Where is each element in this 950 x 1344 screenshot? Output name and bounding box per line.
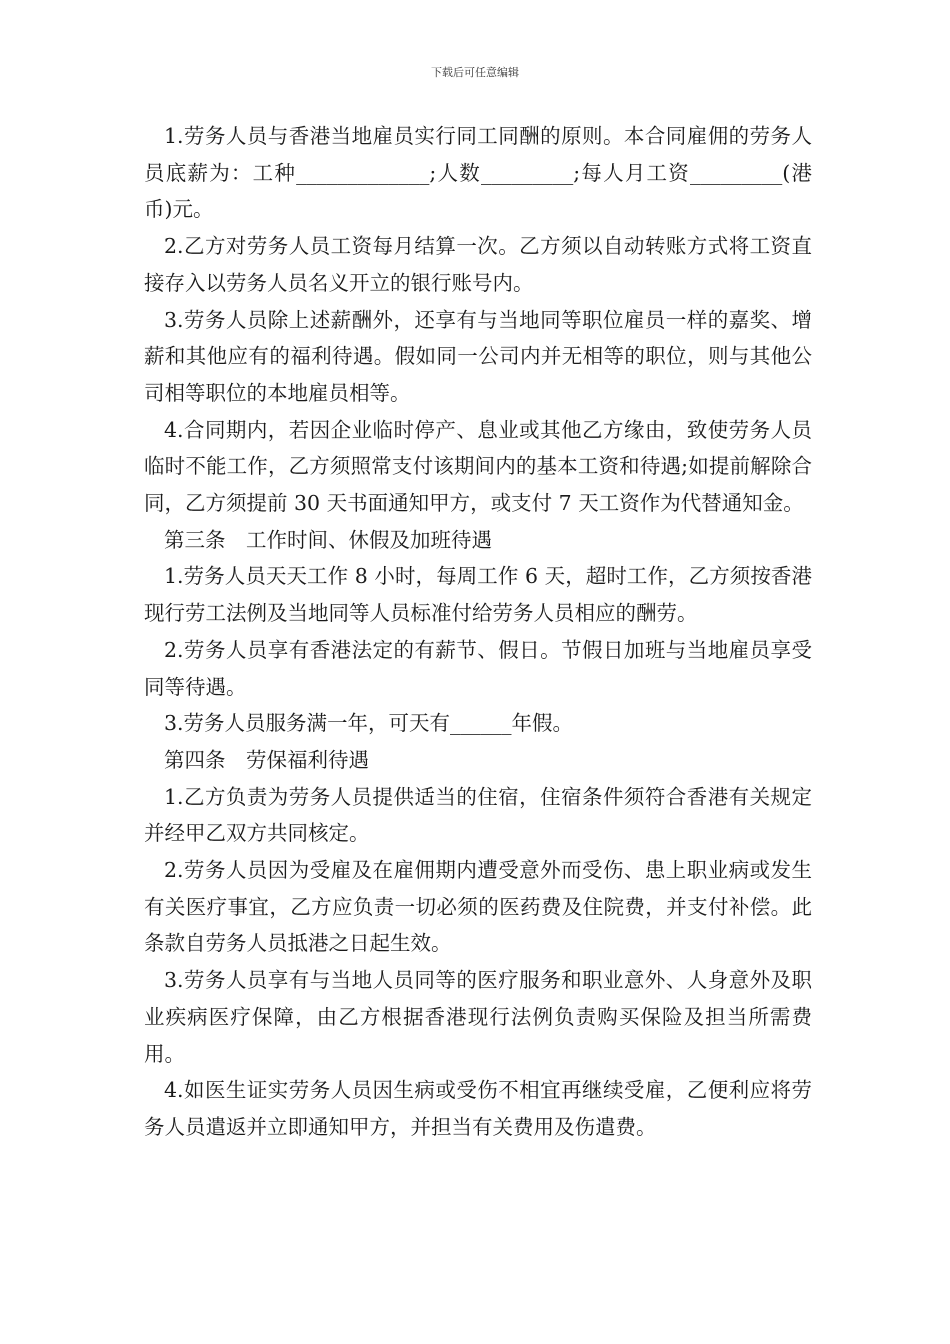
article-heading: 第三条 工作时间、休假及加班待遇 [164,527,492,552]
clause-paragraph: 1.劳务人员天天工作 8 小时，每周工作 6 天，超时工作，乙方须按香港现行劳工法例及当地同等人员标准付给劳务人员相应的酬劳。 [144,564,812,626]
article-heading: 第四条 劳保福利待遇 [164,747,369,772]
clause-paragraph: 3.劳务人员享有与当地人员同等的医疗服务和职业意外、人身意外及职业疾病医疗保障，由乙方根据香港现行法例负责购买保险及担当所需费用。 [144,968,812,1066]
clause-paragraph: 2.劳务人员因为受雇及在雇佣期内遭受意外而受伤、患上职业病或发生有关医疗事宜，乙方应负责一切必须的医药费及住院费，并支付补偿。此条款自劳务人员抵港之日起生效。 [144,858,812,956]
clause-paragraph: 3.劳务人员服务满一年，可天有______年假。 [164,711,574,736]
clause-paragraph: 1.乙方负责为劳务人员提供适当的住宿，住宿条件须符合香港有关规定并经甲乙双方共同核定。 [144,784,812,846]
document-body [144,118,812,1146]
page-header: 下载后可任意编辑 [431,66,519,79]
clause-paragraph: 2.劳务人员享有香港法定的有薪节、假日。节假日加班与当地雇员享受同等待遇。 [144,637,812,699]
clause-paragraph: 1.劳务人员与香港当地雇员实行同工同酬的原则。本合同雇佣的劳务人员底薪为：工种_____________;人数_________;每人月工资_________(港币)元。 [144,124,812,222]
clause-paragraph: 2.乙方对劳务人员工资每月结算一次。乙方须以自动转账方式将工资直接存入以劳务人员名义开立的银行账号内。 [144,234,812,295]
clause-paragraph: 3.劳务人员除上述薪酬外，还享有与当地同等职位雇员一样的嘉奖、增薪和其他应有的福利待遇。假如同一公司内并无相等的职位，则与其他公司相等职位的本地雇员相等。 [144,307,812,405]
clause-paragraph: 4.如医生证实劳务人员因生病或受伤不相宜再继续受雇，乙便利应将劳务人员遣返并立即通知甲方，并担当有关费用及伤遣费。 [144,1078,812,1139]
clause-paragraph: 4.合同期内，若因企业临时停产、息业或其他乙方缘由，致使劳务人员临时不能工作，乙方须照常支付该期间内的基本工资和待遇;如提前解除合同，乙方须提前 30 天书面通知甲方，或支付 7 天工资作为代替通知金。 [144,417,812,516]
